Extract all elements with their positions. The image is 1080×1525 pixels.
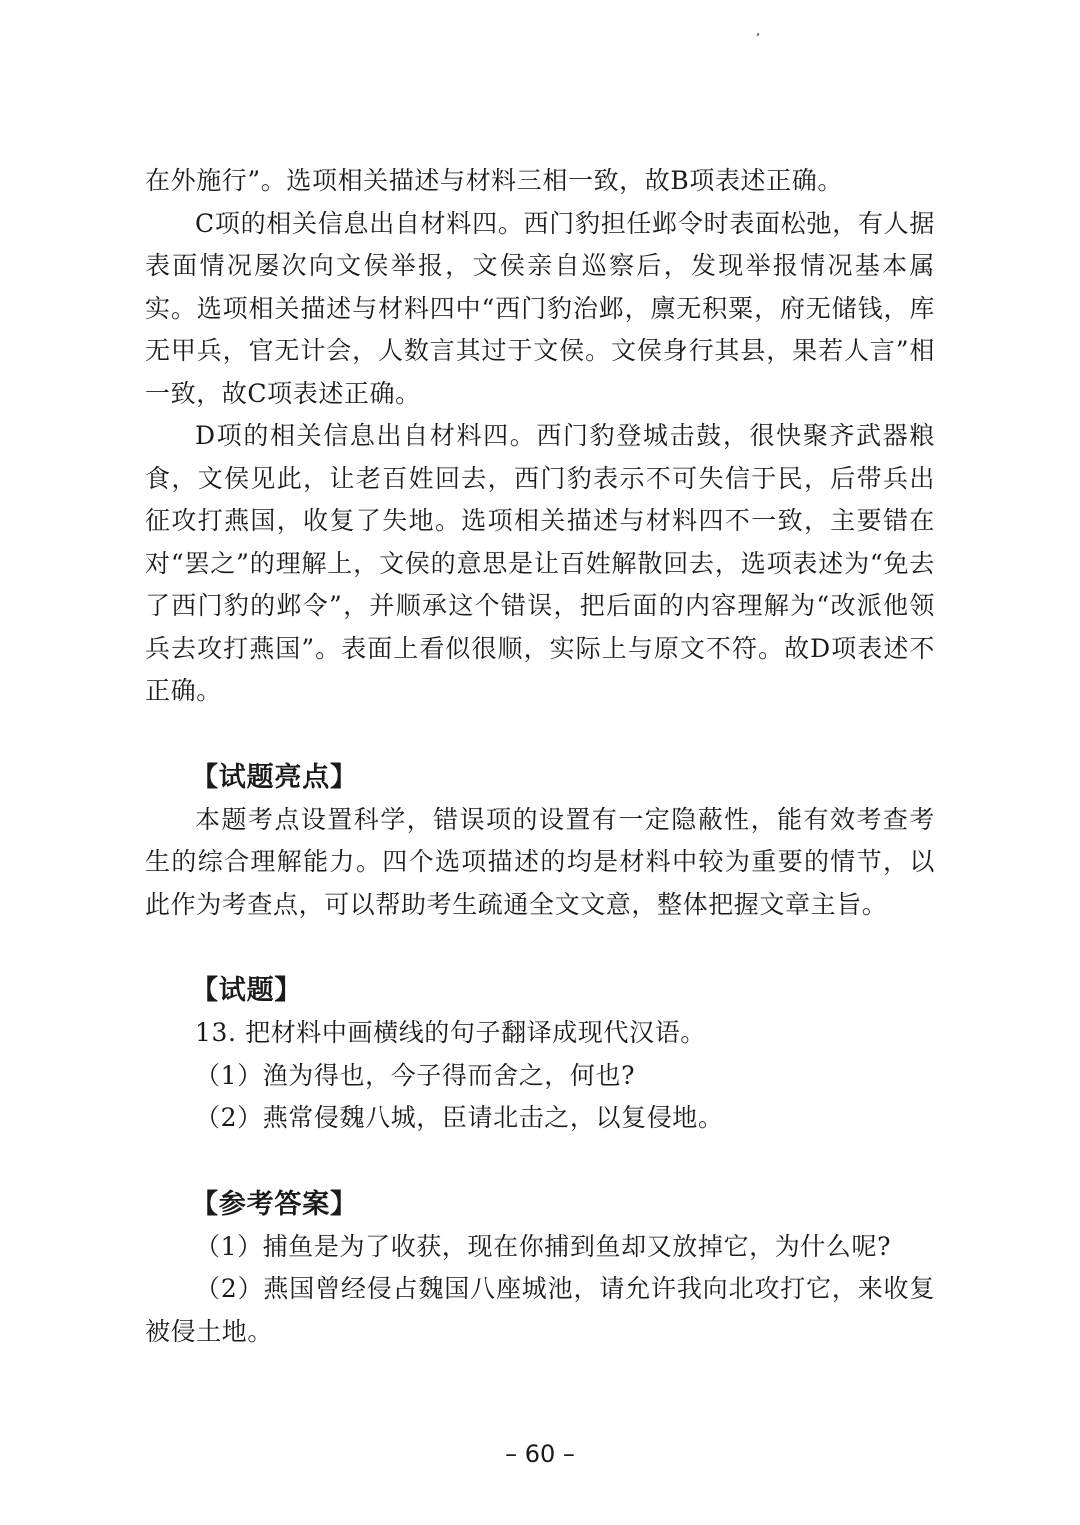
highlights-text: 本题考点设置科学，错误项的设置有一定隐蔽性，能有效考查考生的综合理解能力。四个选项描述的均是材料中较为重要的情节，以此作为考查点，可以帮助考生疏通全文文意，整体把握文章主旨。 [145,804,935,919]
answer-item-2: （2）燕国曾经侵占魏国八座城池，请允许我向北攻打它，来收复被侵土地。 [145,1274,935,1346]
paragraph-option-d: D项的相关信息出自材料四。西门豹登城击鼓，很快聚齐武器粮食，文侯见此，让老百姓回去，西门豹表示不可失信于民，后带兵出征攻打燕国，收复了失地。选项相关描述与材料四不一致，主要错在对“罢之”的理解上，文侯的意思是让百姓解散回去，选项表述为“免去了西门豹的邺令”，并顺承这个错误，把后面的内容理解为“改派他领兵去攻打燕国”。表面上看似很顺，实际上与原文不符。故D项表述不正确。 [145,421,935,705]
spacer [145,1140,935,1184]
page-content [145,160,935,1353]
paragraph-b-conclusion: 在外施行”。选项相关描述与材料三相一致，故B项表述正确。 [145,166,843,195]
paragraph-option-c: C项的相关信息出自材料四。西门豹担任邺令时表面松弛，有人据表面情况屡次向文侯举报，文侯亲自巡察后，发现举报情况基本属实。选项相关描述与材料四中“西门豹治邺，廪无积粟，府无储钱，库无甲兵，官无计会，人数言其过于文侯。文侯身行其县，果若人言”相一致，故C项表述正确。 [145,208,935,408]
highlights-heading: 【试题亮点】 [191,761,358,793]
spacer [145,713,935,757]
spacer [145,926,935,970]
answer-heading: 【参考答案】 [191,1188,358,1220]
question-heading: 【试题】 [191,975,303,1006]
answer-item-1: （1）捕鱼是为了收获，现在你捕到鱼却又放掉它，为什么呢? [195,1231,892,1261]
scan-speck [757,33,760,37]
page-number: – 60 – [505,1440,575,1468]
question-prompt: 13. 把材料中画横线的句子翻译成现代汉语。 [195,1018,706,1047]
question-item-2: （2）燕常侵魏八城，臣请北击之，以复侵地。 [195,1103,724,1132]
question-item-1: （1）渔为得也，今子得而舍之，何也? [195,1060,636,1090]
